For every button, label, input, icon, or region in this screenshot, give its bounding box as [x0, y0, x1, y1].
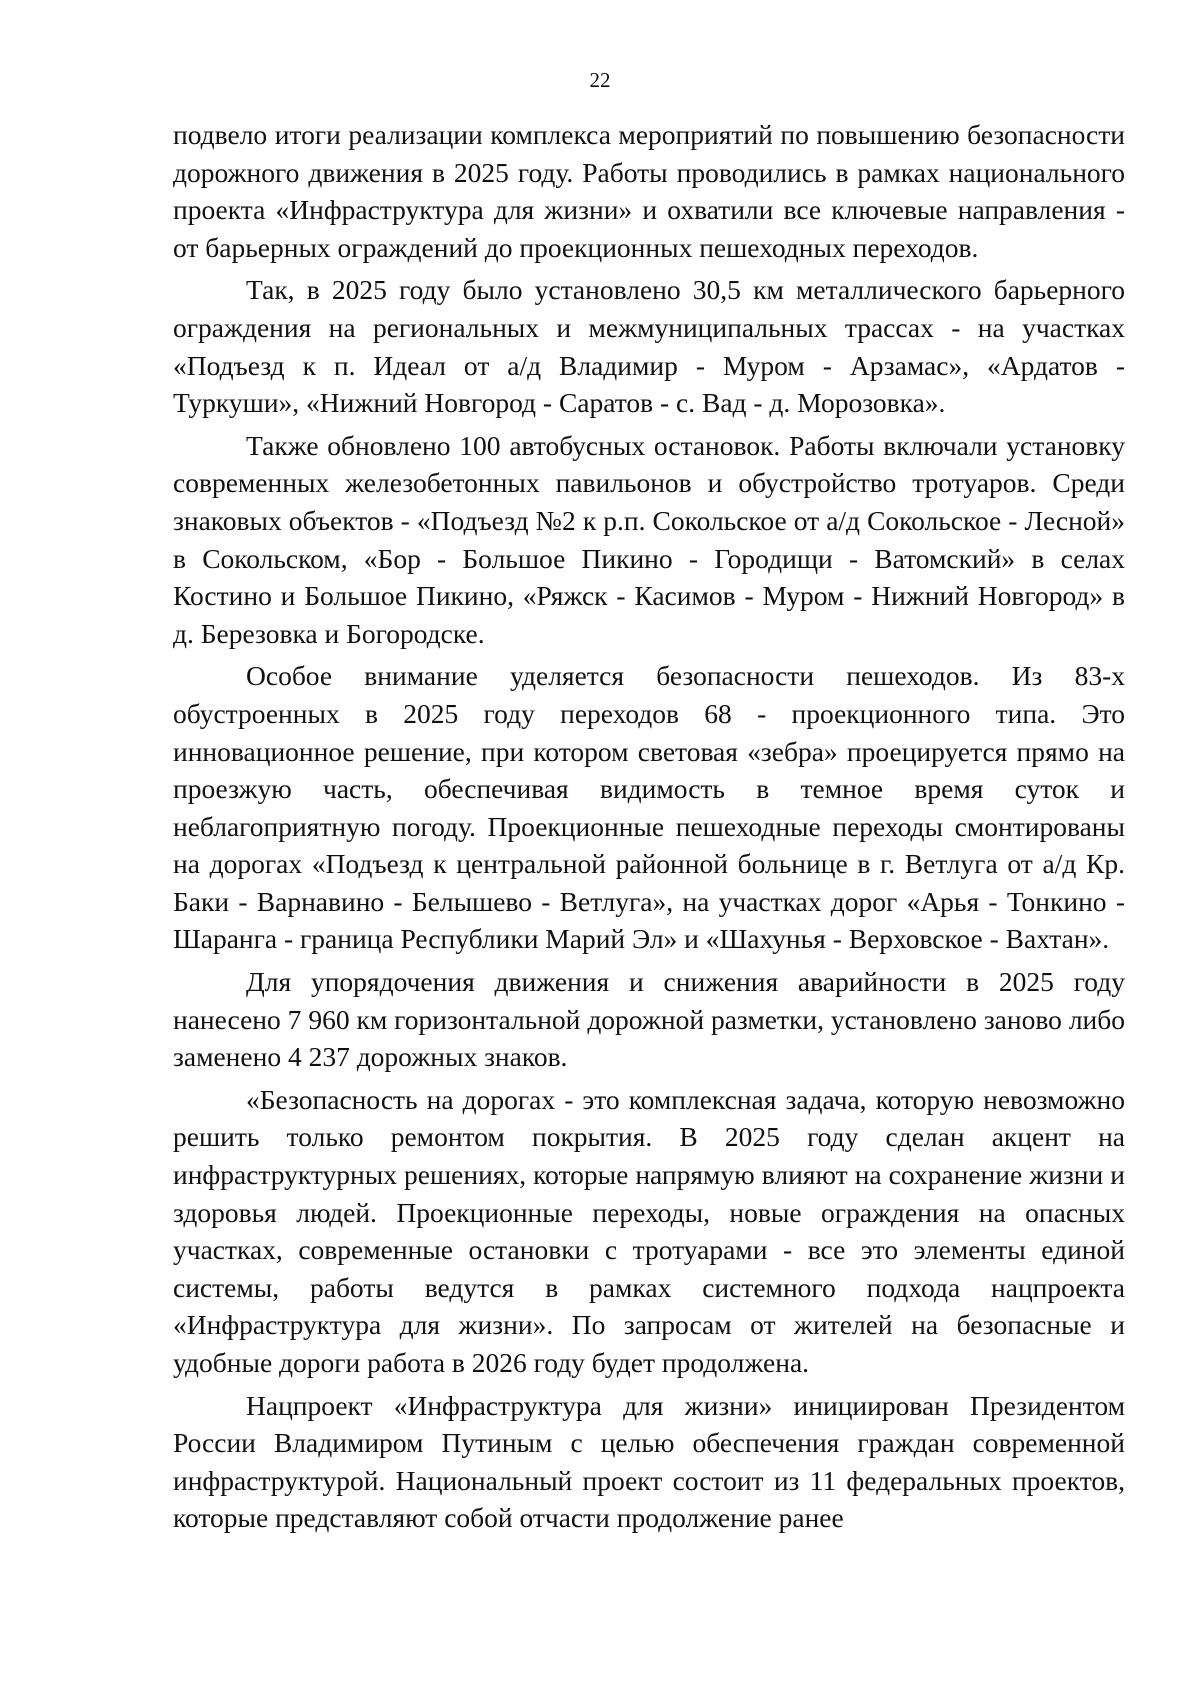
- paragraph-road-markings: Для упорядочения движения и снижения аварийности в 2025 году нанесено 7 960 км горизонтальной дорожной разметки, установлено заново либо заменено 4 237 дорожных знаков.: [173, 966, 1125, 1073]
- paragraph-national-project: Нацпроект «Инфраструктура для жизни» инициирован Президентом России Владимиром Путиным с целью обеспечения граждан современной инфраструктурой. Национальный проект состоит из 11 федеральных проектов, которые представляют собой отчасти продолжение ранее: [173, 1389, 1125, 1534]
- paragraph-quote: «Безопасность на дорогах - это комплексная задача, которую невозможно решить только ремонтом покрытия. В 2025 году сделан акцент на инфраструктурных решениях, которые напрямую влияют на сохранение жизни и здоровья людей. Проекционные переходы, новые ограждения на опасных участках, современные остановки с тротуарами - все это элементы единой системы, работы ведутся в рамках системного подхода нацпроекта «Инфраструктура для жизни». По запросам от жителей на безопасные и удобные дороги работа в 2026 году будет продолжена.: [173, 1083, 1125, 1378]
- paragraph-barrier-fencing: Так, в 2025 году было установлено 30,5 км металлического барьерного ограждения на региональных и межмуниципальных трассах - на участках «Подъезд к п. Идеал от а/д Владимир - Муром - Арзамас», «Ардатов - Туркуши», «Нижний Новгород - Саратов - с. Вад - д. Морозовка».: [173, 274, 1125, 419]
- page-number: 22: [589, 68, 611, 92]
- paragraph-bus-stops: Также обновлено 100 автобусных остановок. Работы включали установку современных железобетонных павильонов и обустройство тротуаров. Среди знаковых объектов - «Подъезд №2 к р.п. Сокольское от а/д Сокольское - Лесной» в Сокольском, «Бор - Большое Пикино - Городищи - Ватомский» в селах Костино и Большое Пикино, «Ряжск - Касимов - Муром - Нижний Новгород» в д. Березовка и Богородске.: [173, 429, 1125, 649]
- paragraph-pedestrian-crossings: Особое внимание уделяется безопасности пешеходов. Из 83-х обустроенных в 2025 году переходов 68 - проекционного типа. Это инновационное решение, при котором световая «зебра» проецируется прямо на проезжую часть, обеспечивая видимость в темное время суток и неблагоприятную погоду. Проекционные пешеходные переходы смонтированы на дорогах «Подъезд к центральной районной больнице в г. Ветлуга от а/д Кр. Баки - Варнавино - Белышево - Ветлуга», на участках дорог «Арья - Тонкино - Шаранга - граница Республики Марий Эл» и «Шахунья - Верховское - Вахтан».: [173, 660, 1125, 955]
- body-text: [173, 116, 1125, 1537]
- paragraph-continuation: подвело итоги реализации комплекса мероприятий по повышению безопасности дорожного движения в 2025 году. Работы проводились в рамках национального проекта «Инфраструктура для жизни» и охватили все ключевые направления - от барьерных ограждений до проекционных пешеходных переходов.: [173, 119, 1125, 263]
